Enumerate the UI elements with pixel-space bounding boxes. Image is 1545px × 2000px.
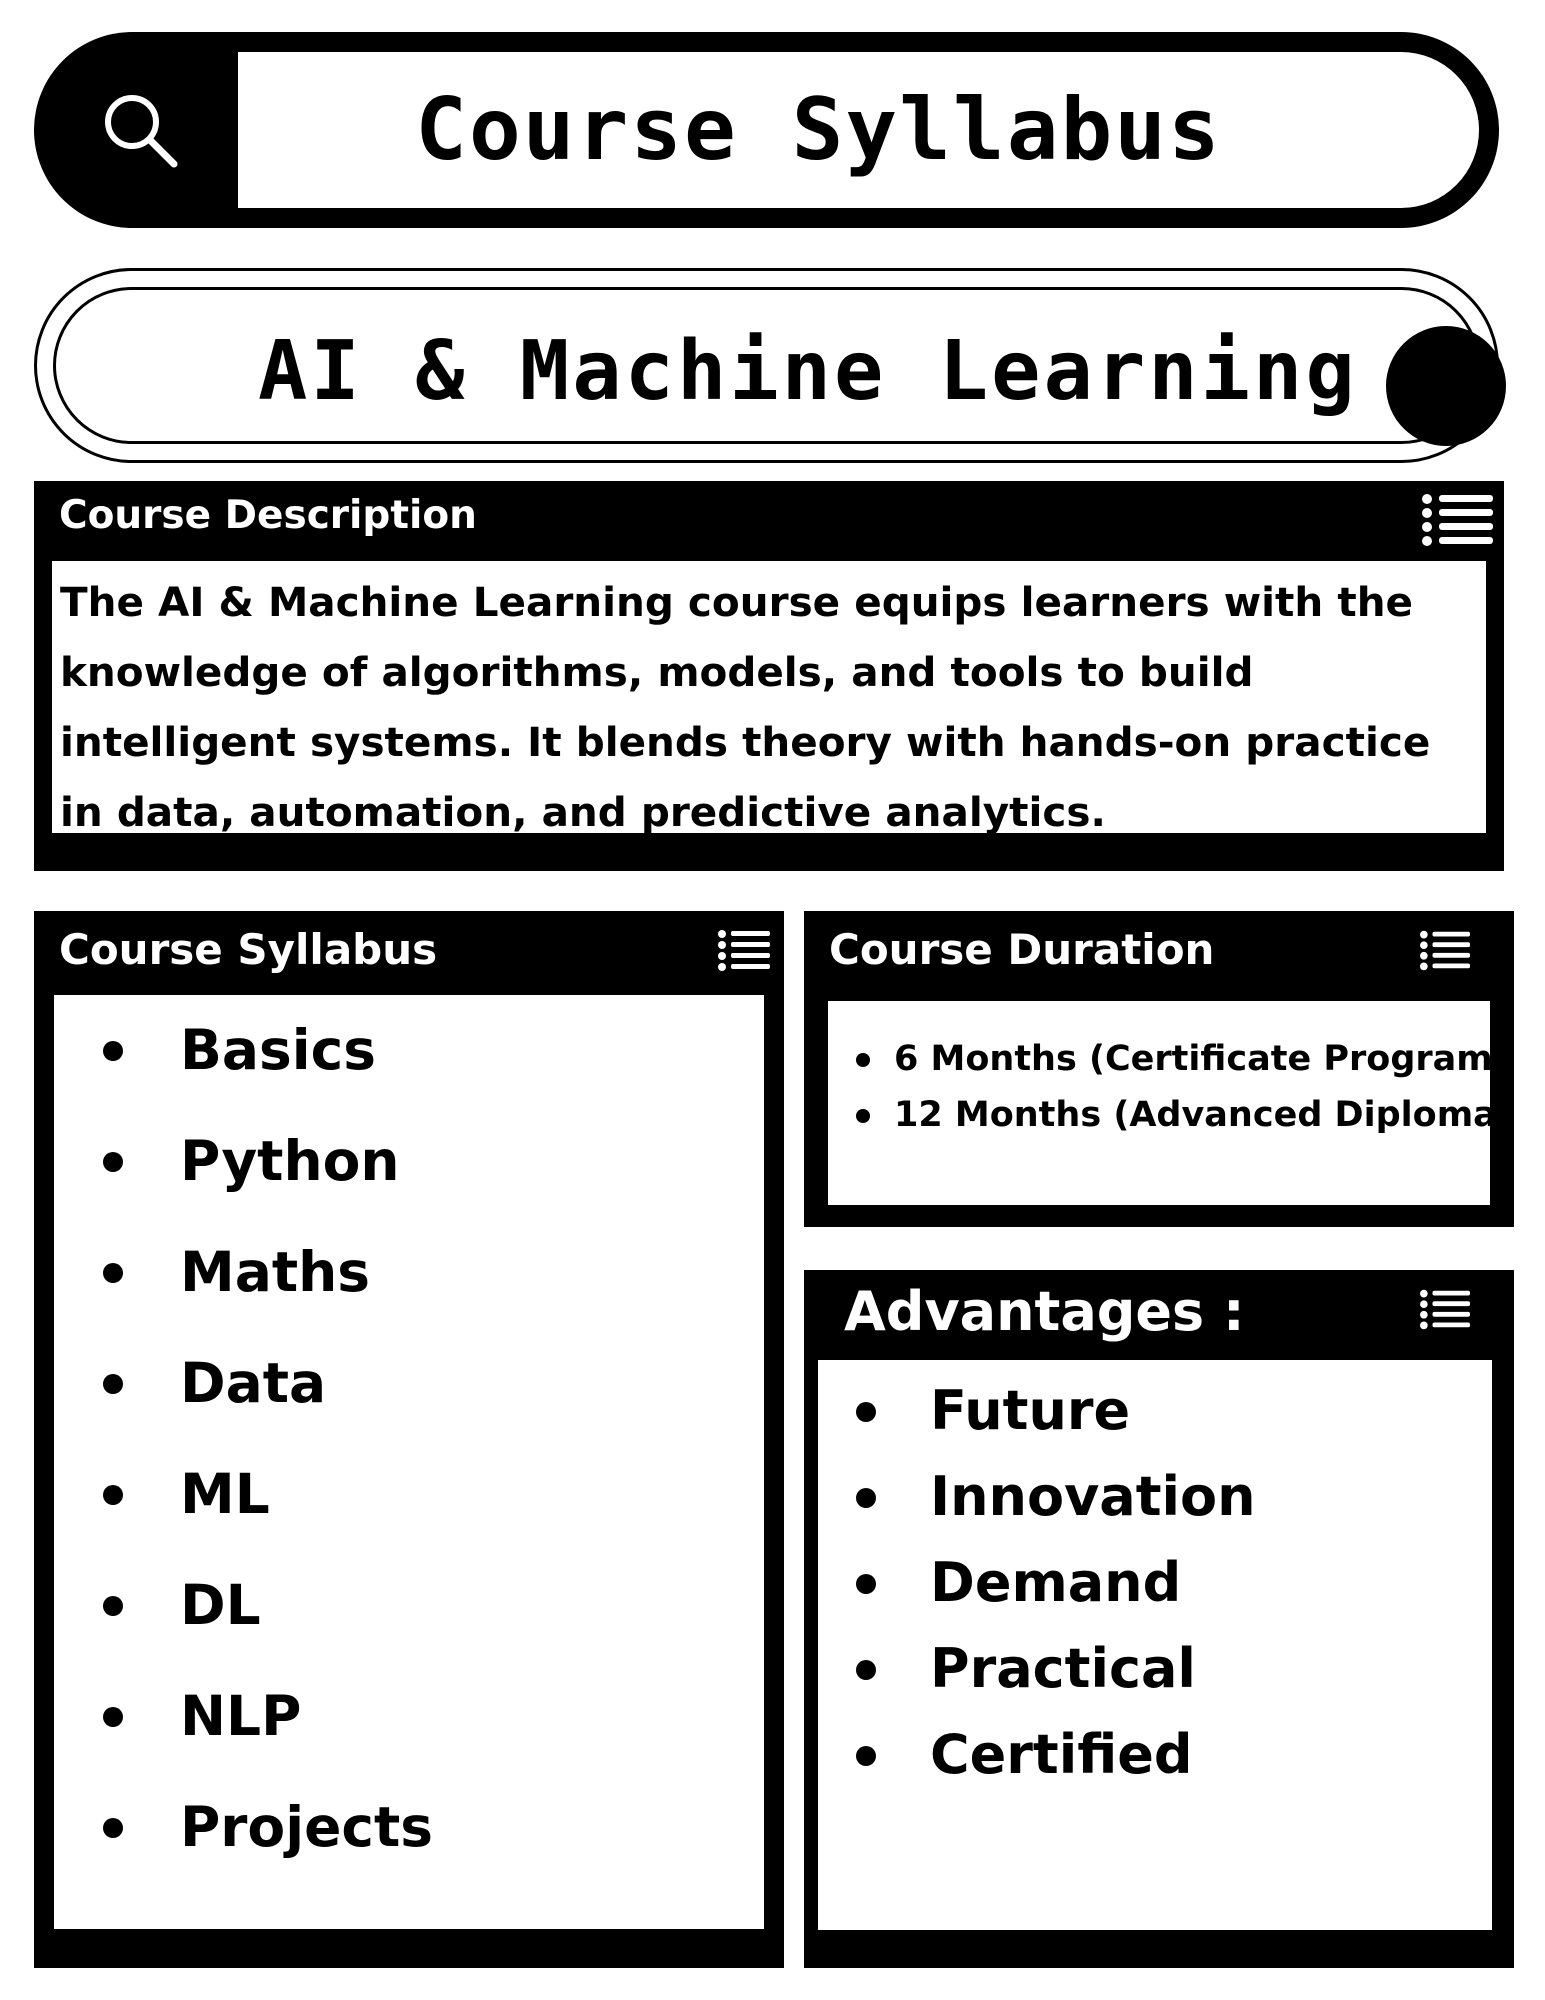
advantages-body: [818, 1360, 1492, 1930]
list-item: [818, 1540, 1256, 1626]
list-item: [54, 1439, 433, 1550]
advantage-item-label: Practical: [930, 1637, 1196, 1700]
bullet-icon: [856, 1402, 876, 1422]
list-icon[interactable]: [1421, 491, 1493, 549]
list-item: [818, 1368, 1256, 1454]
list-item: [54, 1661, 433, 1772]
bullet-icon: [103, 1596, 123, 1616]
subtitle-pill: [34, 268, 1499, 463]
duration-body: [828, 1001, 1513, 1205]
title-field: [238, 52, 1479, 208]
syllabus-item-label: NLP: [180, 1684, 302, 1748]
title-search-bar: [34, 32, 1499, 228]
circle-icon: [1386, 326, 1506, 446]
bullet-icon: [103, 1263, 123, 1283]
list-item: [828, 1031, 1513, 1087]
syllabus-item-label: Projects: [180, 1795, 434, 1859]
bullet-icon: [856, 1109, 870, 1123]
bullet-icon: [103, 1818, 123, 1838]
bullet-icon: [856, 1660, 876, 1680]
syllabus-item-label: DL: [180, 1573, 261, 1637]
list-item: [818, 1712, 1256, 1798]
syllabus-item-label: Python: [180, 1129, 400, 1193]
syllabus-item-label: Maths: [180, 1240, 371, 1304]
syllabus-list: [54, 995, 433, 1883]
syllabus-item-label: Data: [180, 1351, 327, 1415]
list-item: [54, 1550, 433, 1661]
page-title: Course Syllabus: [415, 80, 1222, 180]
description-heading: Course Description: [59, 493, 477, 538]
bullet-icon: [856, 1574, 876, 1594]
list-item: [828, 1087, 1513, 1143]
advantages-heading: Advantages :: [844, 1280, 1245, 1343]
syllabus-item-label: ML: [180, 1462, 270, 1526]
search-icon[interactable]: [100, 90, 220, 210]
bullet-icon: [856, 1488, 876, 1508]
subtitle-pill-inner-border: [53, 287, 1480, 444]
bullet-icon: [103, 1485, 123, 1505]
list-icon[interactable]: [1420, 929, 1470, 971]
advantage-item-label: Demand: [930, 1551, 1182, 1614]
description-panel: [34, 481, 1504, 871]
list-item: [54, 1106, 433, 1217]
description-text: The AI & Machine Learning course equips learners with the knowledge of algorithms, models, and tools to build intelligent systems. It blends theory with hands-on practice in data, automation, and predictive analytics.: [60, 578, 1431, 836]
syllabus-item-label: Basics: [180, 1018, 376, 1082]
syllabus-body: [54, 995, 764, 1929]
bullet-icon: [103, 1707, 123, 1727]
bullet-icon: [856, 1053, 870, 1067]
syllabus-panel: [34, 911, 784, 1968]
syllabus-heading: Course Syllabus: [59, 925, 438, 974]
list-icon[interactable]: [718, 929, 770, 971]
advantage-item-label: Certified: [930, 1723, 1193, 1786]
duration-list: [828, 1031, 1513, 1143]
advantages-panel: [804, 1270, 1514, 1968]
course-name: AI & Machine Learning: [258, 324, 1358, 419]
list-icon[interactable]: [1420, 1288, 1470, 1330]
list-item: [54, 1328, 433, 1439]
duration-item-label: 6 Months (Certificate Program): [894, 1039, 1509, 1079]
list-item: [54, 995, 433, 1106]
advantage-item-label: Innovation: [930, 1465, 1256, 1528]
duration-heading: Course Duration: [829, 925, 1215, 974]
advantages-list: [818, 1368, 1256, 1798]
list-item: [54, 1217, 433, 1328]
bullet-icon: [856, 1746, 876, 1766]
list-item: [818, 1626, 1256, 1712]
advantage-item-label: Future: [930, 1379, 1131, 1442]
duration-panel: [804, 911, 1514, 1227]
bullet-icon: [103, 1152, 123, 1172]
duration-item-label: 12 Months (Advanced Diploma): [894, 1095, 1513, 1135]
description-body: [52, 561, 1486, 836]
list-item: [54, 1772, 433, 1883]
bullet-icon: [103, 1374, 123, 1394]
bullet-icon: [103, 1041, 123, 1061]
list-item: [818, 1454, 1256, 1540]
